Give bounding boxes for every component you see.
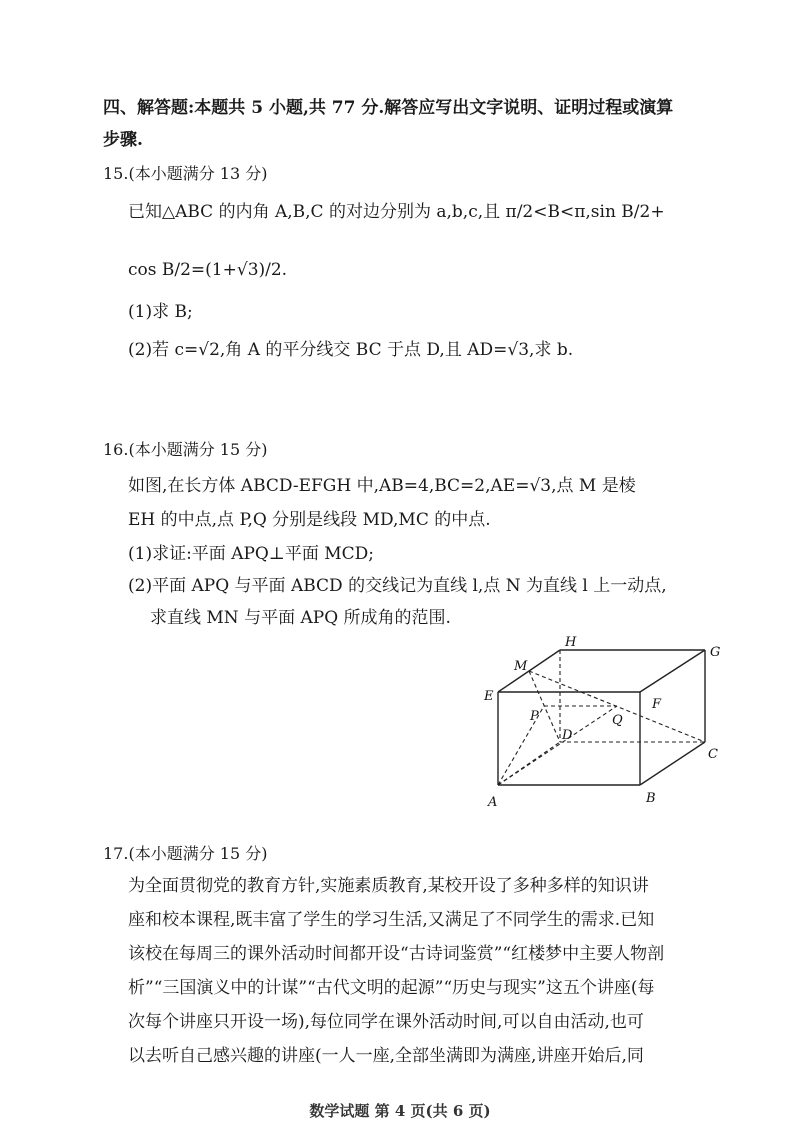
q15-stem-line1: 已知△ABC 的内角 A,B,C 的对边分别为 a,b,c,且 π/2<B<π,sin B/2+ — [128, 202, 665, 222]
edge-AD — [498, 742, 560, 785]
q15-number: 15.(本小题满分 13 分) — [103, 164, 268, 183]
label-F: F — [652, 697, 662, 712]
label-E: E — [484, 689, 494, 704]
segment-AQ — [498, 706, 617, 785]
label-G: G — [710, 645, 721, 660]
q17-line6: 以去听自己感兴趣的讲座(一人一座,全部坐满即为满座,讲座开始后,同 — [128, 1046, 644, 1066]
label-Q: Q — [612, 713, 623, 728]
label-P: P — [530, 709, 539, 724]
label-B: B — [646, 791, 656, 806]
q16-part1: (1)求证:平面 APQ⊥平面 MCD; — [128, 544, 375, 564]
label-A: A — [488, 795, 498, 810]
q17-line4: 析”“三国演义中的计谋”“古代文明的起源”“历史与现实”这五个讲座(每 — [128, 978, 655, 998]
label-C: C — [708, 747, 718, 762]
edge-FG — [640, 650, 705, 692]
q15-stem-line2: cos B/2=(1+√3)/2. — [128, 260, 288, 280]
q17-number: 17.(本小题满分 15 分) — [103, 844, 268, 863]
q16-part2-line1: (2)平面 APQ 与平面 ABCD 的交线记为直线 l,点 N 为直线 l 上一动点, — [128, 576, 667, 596]
section-heading-line2: 步骤. — [103, 130, 143, 150]
edge-BC — [640, 742, 705, 785]
q16-number: 16.(本小题满分 15 分) — [103, 440, 268, 459]
label-D: D — [562, 728, 573, 743]
q16-stem-line1: 如图,在长方体 ABCD-EFGH 中,AB=4,BC=2,AE=√3,点 M 是棱 — [128, 476, 636, 496]
q16-part2-line2: 求直线 MN 与平面 APQ 所成角的范围. — [150, 608, 451, 628]
label-M: M — [514, 659, 528, 674]
q17-line5: 次每个讲座只开设一场),每位同学在课外活动时间,可以自由活动,也可 — [128, 1012, 644, 1032]
cuboid-figure — [470, 630, 730, 810]
section-heading-line1: 四、解答题:本题共 5 小题,共 77 分.解答应写出文字说明、证明过程或演算 — [103, 98, 674, 118]
q15-part2: (2)若 c=√2,角 A 的平分线交 BC 于点 D,且 AD=√3,求 b. — [128, 340, 574, 360]
q17-line2: 座和校本课程,既丰富了学生的学习生活,又满足了不同学生的需求.已知 — [128, 910, 655, 930]
q17-line1: 为全面贯彻党的教育方针,实施素质教育,某校开设了多种多样的知识讲 — [128, 876, 649, 896]
page-footer: 数学试题 第 4 页(共 6 页) — [309, 1102, 491, 1120]
q16-stem-line2: EH 的中点,点 P,Q 分别是线段 MD,MC 的中点. — [128, 510, 491, 530]
q17-line3: 该校在每周三的课外活动时间都开设“古诗词鉴赏”“红楼梦中主要人物剖 — [128, 944, 665, 964]
label-H: H — [565, 635, 577, 650]
q15-part1: (1)求 B; — [128, 302, 193, 322]
